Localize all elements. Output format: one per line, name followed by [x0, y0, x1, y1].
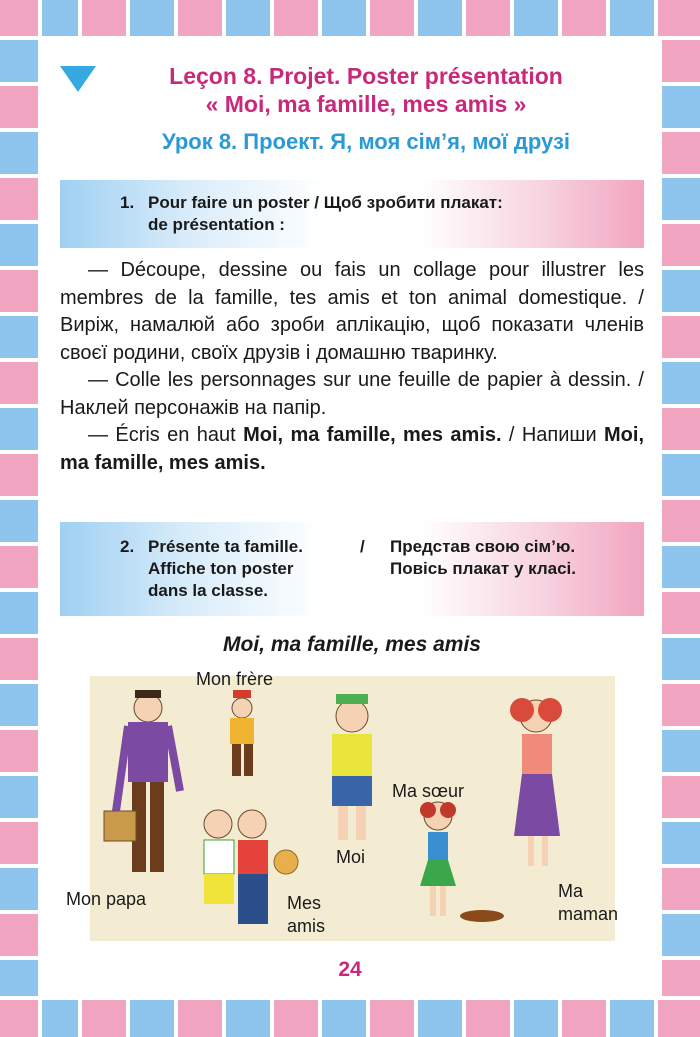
instruction-paragraph-3 — [60, 422, 644, 477]
task-2-ua — [390, 536, 650, 580]
family-illustration — [90, 676, 615, 941]
lesson-title-fr-line2: « Moi, ma famille, mes amis » — [205, 91, 527, 117]
picture-title: Moi, ma famille, mes amis — [223, 633, 481, 656]
instructions-text — [60, 257, 644, 477]
page-number: 24 — [338, 958, 362, 981]
maman-figure — [510, 698, 562, 866]
task-1-line1: Pour faire un poster / Щоб зробити плакат: — [148, 193, 503, 212]
p3-bold2: Moi, ma famille, mes amis. — [60, 424, 645, 474]
label-moi: Moi — [336, 847, 366, 867]
task-2-slash: / — [360, 537, 365, 556]
task-1-number: 1. — [120, 193, 135, 212]
label-mon-frere: Mon frère — [196, 669, 274, 689]
lesson-header — [60, 62, 650, 156]
task-2-ua-line2: Повісь плакат у класі. — [390, 559, 576, 578]
lesson-title-fr-line1: Leçon 8. Projet. Poster présentation — [169, 63, 563, 89]
task-2-fr-line3: dans la classe. — [148, 581, 269, 600]
p3-mid: / Напиши — [501, 424, 605, 446]
soeur-figure — [420, 802, 504, 922]
task-2-fr-line1: Présente ta famille. — [148, 537, 303, 556]
task-1-band — [60, 180, 644, 248]
task-1-line2: de présentation : — [148, 215, 285, 234]
label-mon-papa: Mon papa — [66, 889, 147, 909]
triangle-bullet-icon — [60, 66, 96, 92]
label-ma-maman-line2: maman — [558, 904, 619, 924]
label-ma-maman-line1: Ma — [558, 881, 584, 901]
p3-prefix: — Écris en haut — [88, 424, 244, 446]
task-2-number: 2. — [120, 537, 135, 556]
moi-figure — [332, 694, 372, 840]
task-2-band — [60, 522, 644, 616]
label-mes-amis-line2: amis — [287, 916, 326, 936]
task-2-ua-line1: Представ свою сім’ю. — [390, 537, 576, 556]
family-drawing — [90, 676, 615, 941]
task-2-fr-line2: Affiche ton poster — [148, 559, 294, 578]
friends-figures — [204, 810, 298, 924]
instruction-paragraph-2: — Colle les personnages sur une feuille de papier à dessin. / Наклей персонажів на папір. — [60, 369, 644, 419]
p3-bold: Moi, ma famille, mes amis. — [243, 424, 502, 446]
task-2-fr — [148, 536, 378, 602]
lesson-title-ua: Урок 8. Проект. Я, моя сім’я, мої друзі — [161, 129, 571, 154]
label-ma-soeur: Ma sœur — [392, 781, 464, 801]
papa-figure — [104, 690, 180, 872]
label-mes-amis-line1: Mes — [287, 893, 322, 913]
lesson-title-fr — [82, 62, 650, 118]
instruction-paragraph-1: — Découpe, dessine ou fais un collage pour illustrer les membres de la famille, tes amis et ton animal domestique. / Виріж, намалюй або зроби аплікацію, щоб показати членів своєї родини, своїх друзів і домашню тваринку. — [60, 259, 644, 364]
brother-figure — [230, 690, 254, 776]
